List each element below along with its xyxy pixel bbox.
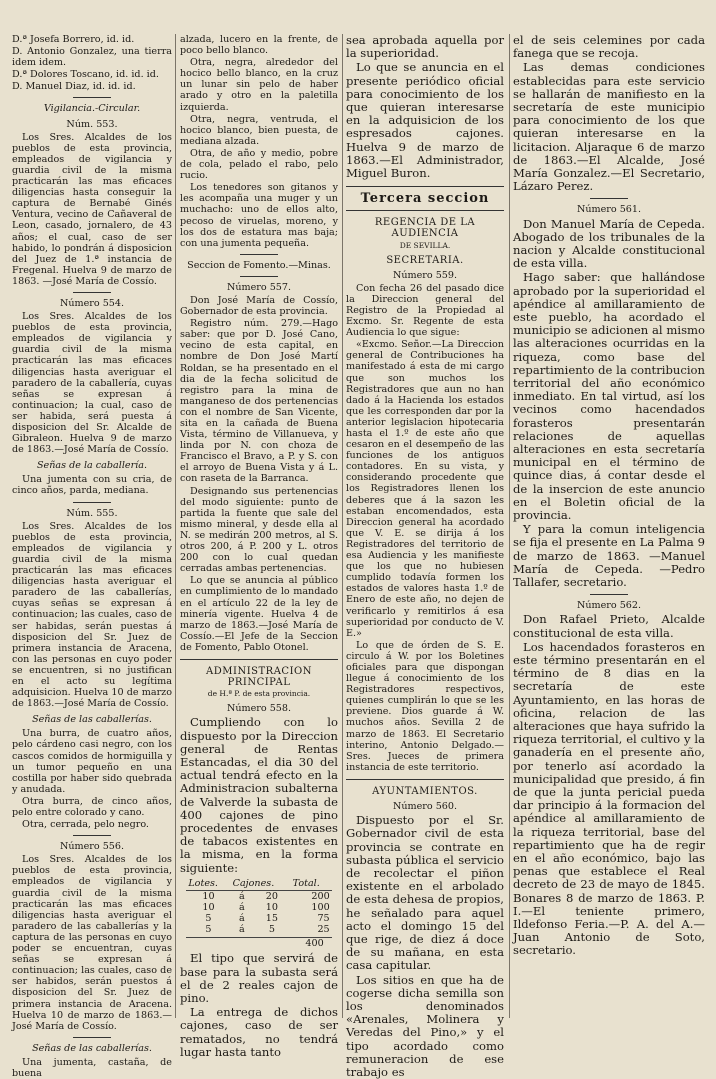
section-heading-regencia: REGENCIA DE LA AUDIENCIA <box>374 217 476 240</box>
table-row <box>186 902 331 913</box>
notice-body: Designando sus pertenencias del modo siguiente: punto de partida la fuente que sale del mismo mineral, y desde ella al N. se medirán 200 metros, al S. otros 200, á P. 200 y L. otros 200 con lo cual quedan cerradas ambas pertenencias. <box>180 485 338 575</box>
subheading: Señas de las caballerías. <box>32 714 152 726</box>
notice-body: Don Manuel María de Cepeda. Abogado de los tribunales de la nacion y Alcalde constitucional de esta villa. <box>513 216 705 271</box>
notice-body: Lo que se anuncia al público en cumplimiento de lo mandado en el artículo 22 de la ley de minería vigente. Huelva 4 de marzo de 1863.—José María de Cossío.—El Jefe de la Seccion de Fomento, Pablo Otonel. <box>180 575 338 653</box>
notice-body: Lo que se anuncia en el presente periódico oficial para conocimiento de los que quieran interesarse en la adquisicion de los espresados cajones. Huelva 9 de marzo de 1863.—El Administrador, Miguel Buron. <box>346 60 504 181</box>
notice-body: Otra, negra, alrededor del hocico bello blanco, en la cruz un lunar sin pelo de haber arado y otro en la paletilla izquierda. <box>180 57 338 113</box>
divider <box>590 594 628 595</box>
divider <box>346 210 504 211</box>
table-header: Total. <box>291 877 332 891</box>
section-heading-administracion: ADMINISTRACION PRINCIPAL <box>206 665 312 689</box>
divider <box>73 97 111 98</box>
subheading: Señas de la caballería. <box>36 460 148 472</box>
column-divider <box>509 34 510 1018</box>
notice-body: Hago saber: que hallándose aprobado por la superioridad el apéndice al amillaramiento de este pueblo, ha acordado el municipio se adicionen al mismo las alteraciones ocurridas en la riqueza, como base del repartimiento de la contribucion territorial del año económico inmediato. En tal virtud, así los vecinos como hacendados forasteros presentarán relaciones de aquellas alteraciones en esta secretaría municipal en el término de quince dias, á contar desde el de la insercion de este anuncio en el Boletin oficial de la provincia. <box>513 270 705 522</box>
table-cell: 10 <box>265 901 278 913</box>
notice-number: Número 559. <box>392 269 458 281</box>
notice-body: Lo que de órden de S. E. circulo á W. por los Boletines oficiales para que dispongan llegue á conocimiento de los Registradores respectivos, quienes cumplirán lo que se les previene. Dios guarde á W. muchos años. Sevilla 2 de marzo de 1863. El Secretario interino, Antonio Delgado.—Sres. Jueces de primera instancia de este territorio. <box>346 639 504 773</box>
divider <box>240 276 278 277</box>
table-cell: 10 <box>202 901 215 913</box>
divider <box>240 254 278 255</box>
notice-body: Los Sres. Alcaldes de los pueblos de esta provincia, empleados de vigilancia y guardia civil de la misma practicarán las mas eficaces diligencias hasta averiguar el paradero de las caballerías y la captura de las personas en cuyo poder se encuentran, cuyas señas se expresan á continuacion; las cuales, caso de ser habidos, serán puestos á disposicion del Sr. Juez de primera instancia de Aracena. Huelva 10 de marzo de 1863.—José María de Cossío. <box>12 854 172 1032</box>
notice-body: El tipo que servirá de base para la subasta será el de 2 reales cajon de pino. <box>180 951 338 1005</box>
notice-number: Número 562. <box>576 600 642 612</box>
table-cell: 100 <box>311 901 330 913</box>
divider <box>73 292 111 293</box>
table-cell: 5 <box>268 924 275 936</box>
notice-body: Las demas condiciones establecidas para este servicio se hallarán de manifiesto en la secretaría de este municipio para conocimiento de los que quieran interesarse en la licitacion. Aljaraque 6 de marzo de 1863.—El Alcalde, José María Gonzalez.—El Secretario, Lázaro Perez. <box>513 60 705 194</box>
notice-number: Número 558. <box>226 703 292 715</box>
section-heading-vigilancia: Vigilancia.-Circular. <box>43 103 141 115</box>
table-cell: 75 <box>317 913 330 925</box>
divider <box>73 835 111 836</box>
notice-body: Y para la comun inteligencia se fija el presente en La Palma 9 de marzo de 1863. —Manuel María de Cepeda. —Pedro Tallafer, secretario. <box>513 522 705 590</box>
notice-number: Número 556. <box>59 841 125 853</box>
table-cell: 10 <box>202 890 215 902</box>
section-subheading: DE SEVILLA. <box>399 240 451 250</box>
table-cell: á <box>239 924 245 936</box>
divider <box>73 1037 111 1038</box>
column-divider <box>342 34 343 1018</box>
notice-body: Otra, de año y medio, pobre de cola, pelado el rabo, pelo rucio. <box>180 147 338 182</box>
table-cell: 5 <box>205 924 212 936</box>
list-item: D. Antonio Gonzalez, una tierra idem idem. <box>12 46 172 69</box>
list-item: D.ª Josefa Borrero, id. id. <box>12 34 135 45</box>
column-4 <box>513 34 705 1024</box>
list-item: D.ª Dolores Toscano, id. id. id. <box>12 69 159 81</box>
column-3 <box>346 33 504 1079</box>
section-heading-tercera: Tercera seccion <box>360 191 490 207</box>
notice-number: Núm. 555. <box>66 507 118 519</box>
notice-body: Los tenedores son gitanos y les acompaña una muger y un muchacho: uno de ellos alto, pecoso de viruelas, moreno, y los dos de estatura mas baja; con una jumenta pequeña. <box>180 182 338 249</box>
notice-body: La entrega de dichos cajones, caso de ser rematados, no tendrá lugar hasta tanto <box>180 1005 338 1059</box>
notice-body: Con fecha 26 del pasado dice la Direccion general del Registro de la Propiedad al Excmo. Sr. Regente de esta Audiencia lo que sigue: <box>346 282 504 339</box>
notice-body: Dispuesto por el Sr. Gobernador civil de esta provincia se contrate en subasta pública el servicio de recolectar el piñon existente en el arbolado de esta dehesa de propios, he señalado para aquel acto el domingo 15 del que rige, de diez á doce de su mañana, en esta casa capitular. <box>346 813 504 973</box>
table-cell: 5 <box>205 913 212 925</box>
notice-body: Una burra, de cuatro años, pelo cárdeno casi negro, con los cascos comidos de hormiguilla y un tumor pequeño en una costilla por haber sido quebrada y anudada. <box>12 728 172 795</box>
section-subheading: de H.ª P. de esta provincia. <box>207 689 311 699</box>
notice-body: Cumpliendo con lo dispuesto por la Direccion general de Rentas Estancadas, el dia 30 del actual tendrá efecto en la Administracion subalterna de Valverde la subasta de 400 cajones de pino procedentes de envases de tabacos existentes en la misma, en la forma siguiente: <box>180 715 338 875</box>
lots-table <box>186 877 331 935</box>
divider <box>346 186 504 187</box>
notice-body: Una jumenta con su cria, de cinco años, parda, mediana. <box>12 474 172 497</box>
table-cell: 15 <box>265 913 278 925</box>
notice-body: Otra, cerrada, pelo negro. <box>22 819 149 831</box>
notice-body: el de seis celemines por cada fanega que se recoja. <box>513 33 705 61</box>
notice-body: «Excmo. Señor.—La Direccion general de Contribuciones ha manifestado á esta de mi cargo que son muchos los Registradores que aun no han dado á la Hacienda los estados que les corresponden dar por la anterior legislacion hipotecaria hasta el 1.º de este año que cesaron en el desempeño de las funciones de los antiguos contadores. En su vista, y considerando procedente que los Registradores llenen los deberes que á la sazon les estaban encomendados, esta Direccion general ha acordado que V. E. se dirija á los Registradores del territorio de esa Audiencia y les manifieste que los que no hubiesen cumplido todavía formen los estados de valores hasta 1.º de Enero de este año, no dejen de verificarlo y remitirlos á esa superioridad por conducto de V. E.» <box>346 339 504 639</box>
notice-number: Número 554. <box>59 297 125 309</box>
notice-body: Los hacendados forasteros en este término presentarán en el término de 8 dias en la secretaría de este Ayuntamiento, en las horas de oficina, relacion de las alteraciones que haya sufrido la riqueza territorial, el cultivo y la ganadería en el presente año, por tenerlo así acordado la municipalidad que presido, á fin de que la junta pericial pueda dar principio á la formacion del apéndice al amillaramiento de la riqueza territorial, base del repartimiento que ha de regir en el año económico, bajo las penas que establece el Real decreto de 23 de mayo de 1845. Bonares 8 de marzo de 1863. P. I.—El teniente primero, Ildefonso Feria.—P. A. del A.—Juan Antonio de Soto, secretario. <box>513 639 705 958</box>
subheading: Señas de las caballerías. <box>32 1042 152 1054</box>
notice-number: Núm. 553. <box>66 118 118 130</box>
notice-body: Otra, negra, ventruda, el hocico blanco, bien puesta, de mediana alzada. <box>180 113 338 147</box>
notice-number: Número 561. <box>576 204 642 216</box>
table-header: Cajones. <box>231 877 291 891</box>
column-1 <box>12 34 172 1079</box>
column-2 <box>180 34 338 1059</box>
notice-number: Número 560. <box>392 801 458 813</box>
table-header: Lotes. <box>186 877 230 891</box>
table-cell: á <box>239 890 245 902</box>
section-heading-fomento: Seccion de Fomento.—Minas. <box>187 259 331 271</box>
divider <box>180 659 338 660</box>
section-heading-ayuntamientos: AYUNTAMIENTOS. <box>372 785 478 797</box>
divider <box>590 198 628 199</box>
divider <box>73 502 111 503</box>
table-cell: á <box>239 901 245 913</box>
notice-body: Los Sres. Alcaldes de los pueblos de esta provincia, empleados de vigilancia y guardia civil de la misma practicarán las mas eficaces diligencias hasta conseguir la captura de Bernabé Ginés Ventura, vecino de Cañaveral de Leon, casado, jornalero, de 43 años; el cual, caso de ser habido, lo pondrán á disposicion del Juez de 1.ª instancia de Fregenal. Huelva 9 de marzo de 1863. —José María de Cossío. <box>12 131 172 287</box>
list-item: D. Manuel Diaz, id. id. id. <box>12 81 136 93</box>
table-row <box>186 890 331 902</box>
notice-body: alzada, lucero en la frente, de poco bello blanco. <box>180 34 338 57</box>
notice-body: Una jumenta, castaña, de buena <box>12 1056 172 1079</box>
notice-body: Los Sres. Alcaldes de los pueblos de esta provincia, empleados de vigilancia y guardia civil de la misma practicarán las mas eficaces diligencias hasta averiguar el paradero de la caballería, cuyas señas se expresan á continuacion; la cual, caso de ser habida, será puesta á disposicion del Sr. Alcalde de Gibraleon. Huelva 9 de marzo de 1863.—José María de Cossío. <box>12 311 172 456</box>
column-divider <box>175 34 176 1018</box>
notice-number: Número 557. <box>226 281 292 293</box>
table-cell: 20 <box>265 890 278 902</box>
notice-body: Los Sres. Alcaldes de los pueblos de esta provincia, empleados de vigilancia y guardia civil de la misma practicarán las mas eficaces diligencias hasta averiguar el paradero de las caballerías, cuyas señas se expresan á continuacion; las cuales, caso de ser habidas, serán puestas á disposicion del Sr. Juez de primera instancia de Aracena, con las personas en cuyo poder se encuentren, si no justifican en el acto su legítima adquisicion. Huelva 10 de marzo de 1863.—José María de Cossío. <box>12 520 172 710</box>
notice-body: sea aprobada aquella por la superioridad. <box>346 33 504 61</box>
table-cell: 200 <box>311 890 330 902</box>
notice-body: Don Rafael Prieto, Alcalde constitucional de esta villa. <box>513 612 705 640</box>
notice-body: Los sitios en que ha de cogerse dicha semilla son los denominados «Arenales, Molinera y Veredas del Pino,» y el tipo acordado como remuneracion de ese trabajo es <box>346 972 504 1079</box>
divider <box>346 779 504 780</box>
notice-body: Don José María de Cossío, Gobernador de esta provincia. <box>180 294 338 318</box>
table-row <box>186 924 331 935</box>
notice-body: Registro núm. 279.—Hago saber: que por D. José Cano, vecino de esta capital, en nombre de Don José Martí Roldan, se ha presentado en el dia de la fecha solicitud de registro para la mina de manganeso de dos pertenencias con el nombre de San Vicente, sita en la cañada de Buena Vista, término de Villanueva, y linda por N. con choza de Francisco el Bravo, a P. y S. con el arroyo de Buena Vista y á L. con raseta de la Barranca. <box>180 318 338 485</box>
table-cell: á <box>239 913 245 925</box>
section-heading-secretaria: SECRETARIA. <box>386 254 464 266</box>
table-row <box>186 913 331 924</box>
table-cell: 25 <box>317 924 330 936</box>
notice-body: Otra burra, de cinco años, pelo entre colorado y cano. <box>12 795 172 818</box>
table-total: 400 <box>186 937 331 949</box>
